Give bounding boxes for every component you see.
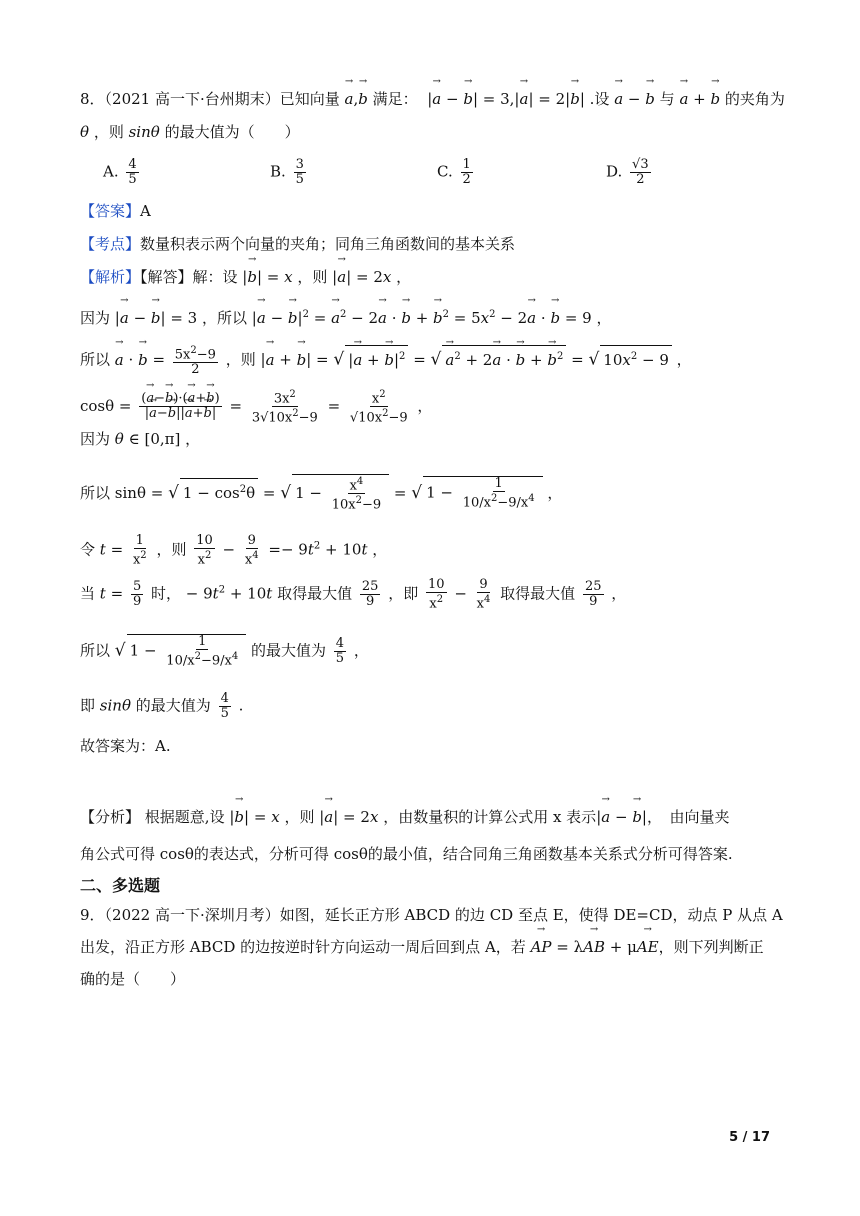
q9-text: ，则下列判断正 <box>658 938 764 956</box>
section-heading: 二、多选题 <box>80 876 161 895</box>
jiexi-text: 所以 <box>80 483 111 502</box>
jiexi-text: ，即 <box>388 584 419 603</box>
fenxi-text: ，由数量积的计算公式用 x 表示 <box>383 808 597 826</box>
jiexi-line5: 因为 θ ∈ [0,π] ， <box>80 430 201 448</box>
q8-stem-line2: θ ，则 sinθ 的最大值为（ ） <box>80 123 300 141</box>
q8-text: .设 <box>589 90 610 108</box>
choice-d[interactable]: D. $\frac{√3}{2}$ <box>606 157 649 187</box>
jiexi-text: ，则 <box>225 350 256 369</box>
jiexi-text: 故答案为：A. <box>80 737 171 755</box>
jiexi-text: ，所以 <box>202 309 248 327</box>
jiexi-text: 当 <box>80 584 96 603</box>
q8-text: 满足： <box>372 90 418 108</box>
jiexi-text: 的最大值为 <box>250 641 326 660</box>
kaodian-tag: 【考点】 <box>80 235 141 253</box>
fenxi-text: 根据题意,设 <box>144 808 225 826</box>
q8-stem-line1: 8．（2021 高一下·台州期末）已知向量 → a,→ b 满足： |→ a − → b| = 3,|→ a| = 2|→ b| .设 → a − → b 与 → a + → b 的夹角为 <box>80 88 785 110</box>
q8-text: 与 <box>659 90 675 108</box>
fenxi-text: 角公式可得 cosθ的表达式，分析可得 cosθ的最小值，结合同角三角函数基本关系式分析可得答案. <box>80 845 733 863</box>
q8-text: ，则 <box>93 123 124 141</box>
jiexi-text: 令 <box>80 540 96 559</box>
q8-text: 的夹角为 <box>724 90 785 108</box>
fenxi-line1: 【分析】 根据题意,设 |→ b| = x ，则 |→ a| = 2x ，由数量积的计算公式用 x 表示|→ a − → b|， 由向量夹 <box>80 806 730 828</box>
kaodian-line <box>80 233 515 255</box>
jiexi-text: 因为 <box>80 309 111 327</box>
q9-line3 <box>80 968 185 990</box>
jiexi-line10: 即 sinθ 的最大值为 $\frac{4}{5}$ . <box>80 691 244 721</box>
jiexi-line9: 所以 √ 1 − $\frac{1}{10/x^2-9/x^4}$ 的最大值为 $\frac{4}{5}$ ， <box>80 634 369 669</box>
jiexi-text: 因为 <box>80 430 111 448</box>
jiexi-line6: 所以 sinθ = √ $1 - \cos^2\theta$ = √ 1 − $\frac{x^4}{10x^2-9}$ = √ 1 − $\frac{1}{10/x^2-9/x^4}$ ， <box>80 476 563 513</box>
q9-line1 <box>80 904 783 926</box>
q9-line2: 出发，沿正方形 ABCD 的边按逆时针方向运动一周后回到点 A，若 → AP = λ→ AB + μ→ AE，则下列判断正 <box>80 936 764 958</box>
q8-source: 8．（2021 高一下·台州期末）已知向量 <box>80 90 340 108</box>
fenxi-text: ， 由向量夹 <box>646 808 730 826</box>
jiexi-text: ，则 <box>297 268 328 286</box>
jiexi-tag: 【解析】 <box>80 268 141 286</box>
jiexi-text: 所以 <box>80 350 111 369</box>
q9-text: 出发，沿正方形 ABCD 的边按逆时针方向运动一周后回到点 A，若 <box>80 938 526 956</box>
jiexi-line4: cosθ = $\frac{(\to a-\to b)\cdot(\to a+\to b)}{|\to a-\to b||\to a+\to b|}$ = $\frac{3x^2}{3√10x^2-9}$ = $\frac{x^2}{√10x^2-9}$ ， <box>80 388 432 426</box>
answer-value: A <box>140 202 151 220</box>
fenxi-line2 <box>80 843 733 865</box>
fenxi-tag: 【分析】 <box>80 808 141 826</box>
q8-text: 的最大值为（ ） <box>164 123 300 141</box>
jiexi-line1: 【解析】【解答】解：设 |→ b| = x ，则 |→ a| = 2x ， <box>80 266 411 288</box>
answer-line <box>80 200 151 222</box>
choice-c[interactable]: C. $\frac{1}{2}$ <box>437 157 471 187</box>
jiexi-text: 时， <box>151 584 182 603</box>
q9-text: 9．（2022 高一下·深圳月考）如图，延长正方形 ABCD 的边 CD 至点 E，使得 DE=CD，动点 P 从点 A <box>80 906 783 924</box>
jiexi-line7: 令 t = $\frac{1}{x^2}$ ，则 $\frac{10}{x^2}$ − $\frac{9}{x^4}$ =− $9t^2 + 10t$ ， <box>80 533 388 568</box>
jiexi-text: 取得最大值 <box>500 584 576 603</box>
jiexi-text: 所以 <box>80 641 111 660</box>
jiexi-text: 取得最大值 <box>277 584 353 603</box>
page-number: 5 / 17 <box>729 1130 770 1145</box>
choice-a[interactable]: A. $\frac{4}{5}$ <box>103 157 137 187</box>
fenxi-text: ，则 <box>284 808 315 826</box>
jiexi-text: 【解答】解：设 <box>140 268 238 286</box>
jiexi-text: ，则 <box>156 540 187 559</box>
choice-b[interactable]: B. $\frac{3}{5}$ <box>270 157 304 187</box>
jiexi-line3: 所以 → a · → b = $\frac{5x^2-9}{2}$ ，则 |→ a + → b| = √ |→ a + → $b|^2$ = √→ $a^2 + 2\to a$ · → b + → $b^2$ = √ $10x^2 - 9$ ， <box>80 344 692 377</box>
answer-tag: 【答案】 <box>80 202 141 220</box>
jiexi-text: 的最大值为 <box>135 696 211 715</box>
jiexi-line2: 因为 |→ a − → b| = 3 ，所以 |→ a − → $b|^2$ = → $a^2 - 2\to a$ · → b + → $b^2 = 5x^2 - 2\to a$ · → b = 9 ， <box>80 304 611 329</box>
jiexi-text: 即 <box>80 696 96 715</box>
jiexi-line8: 当 t = $\frac{5}{9}$ 时， − $9t^2 + 10t$ 取得最大值 $\frac{25}{9}$ ，即 $\frac{10}{x^2}$ − $\frac{9}{x^4}$ 取得最大值 $\frac{25}{9}$ ， <box>80 577 627 612</box>
jiexi-line11 <box>80 735 171 757</box>
kaodian-text: 数量积表示两个向量的夹角；同角三角函数间的基本关系 <box>140 235 516 253</box>
q9-text: 确的是（ ） <box>80 970 186 988</box>
